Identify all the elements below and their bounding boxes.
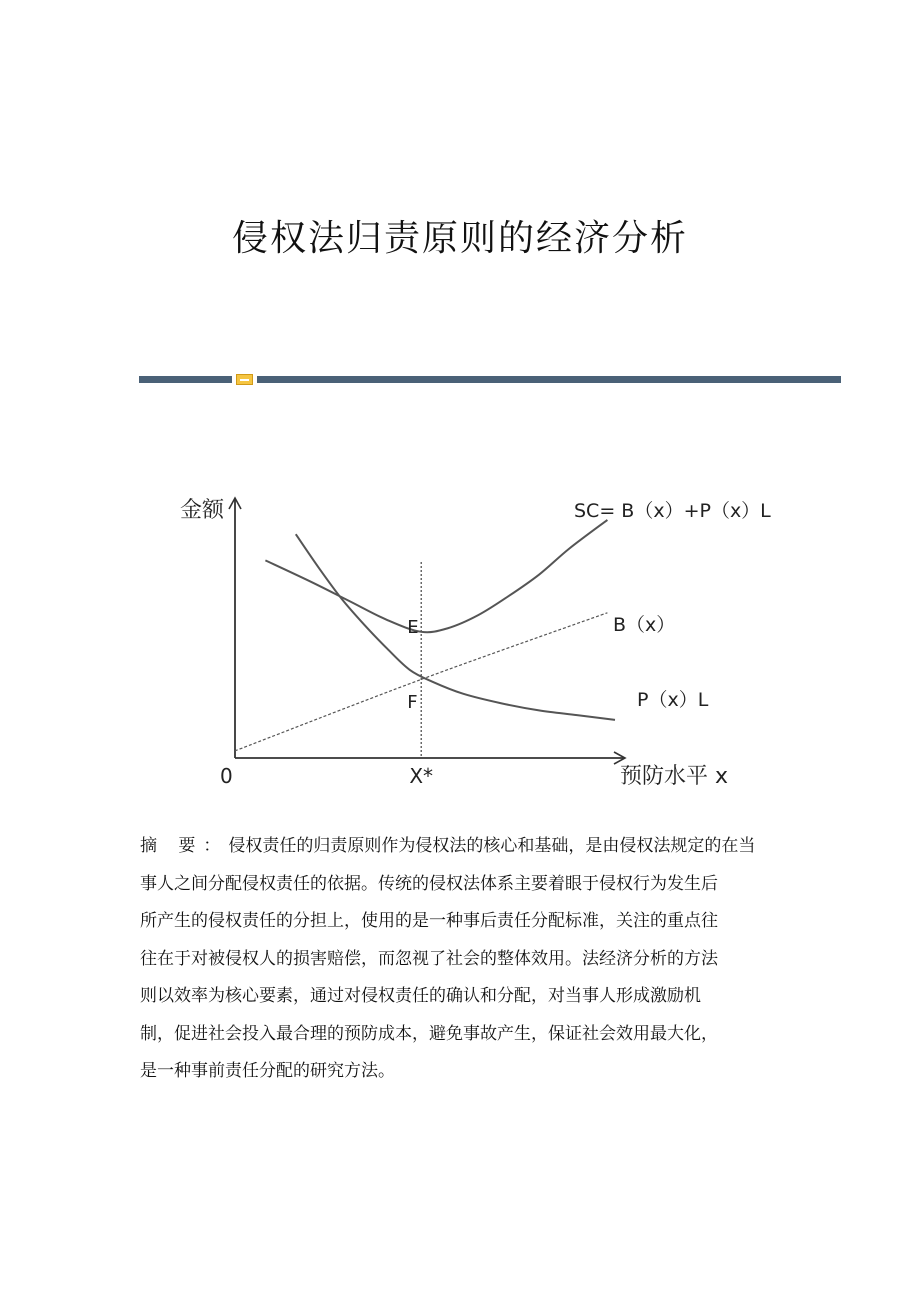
divider-bar-right xyxy=(257,376,841,383)
origin-label: 0 xyxy=(220,764,233,788)
series-label-pl: P（x）L xyxy=(637,689,709,711)
abstract-text: 侵权责任的归责原则作为侵权法的核心和基础，是由侵权法规定的在当 xyxy=(228,836,756,856)
abstract-line xyxy=(140,828,780,866)
series-line-0 xyxy=(265,520,607,632)
series-label-b: B（x） xyxy=(613,614,676,636)
x-axis-label: 预防水平 x xyxy=(620,764,729,789)
abstract-line: 所产生的侵权责任的分担上，使用的是一种事后责任分配标准，关注的重点往 xyxy=(140,911,718,931)
abstract-line: 往在于对被侵权人的损害赔偿，而忽视了社会的整体效用。法经济分析的方法 xyxy=(140,948,718,969)
section-divider xyxy=(139,374,841,384)
abstract-line: 事人之间分配侵权责任的依据。传统的侵权法体系主要着眼于侵权行为发生后 xyxy=(140,873,718,894)
divider-bar-left xyxy=(139,376,232,383)
abstract-line: 是一种事前责任分配的研究方法。 xyxy=(140,1061,395,1081)
point-label-f: F xyxy=(407,692,418,713)
series-line-2 xyxy=(296,534,615,720)
page-title: 侵权法归责原则的经济分析 xyxy=(231,218,688,259)
abstract-label: 摘 要： xyxy=(140,836,229,856)
series-label-sc: SC= B（x）+P（x）L xyxy=(574,500,771,522)
y-axis-label: 金额 xyxy=(180,498,225,523)
divider-ornament-icon xyxy=(236,374,253,385)
point-label-e: E xyxy=(407,617,419,638)
abstract-line: 则以效率为核心要素，通过对侵权责任的确认和分配，对当事人形成激励机 xyxy=(140,986,701,1006)
abstract-block xyxy=(140,828,780,1091)
optimum-label: X* xyxy=(409,764,434,788)
abstract-line: 制，促进社会投入最合理的预防成本，避免事故产生，保证社会效用最大化， xyxy=(140,1023,718,1044)
cost-chart xyxy=(160,480,810,800)
